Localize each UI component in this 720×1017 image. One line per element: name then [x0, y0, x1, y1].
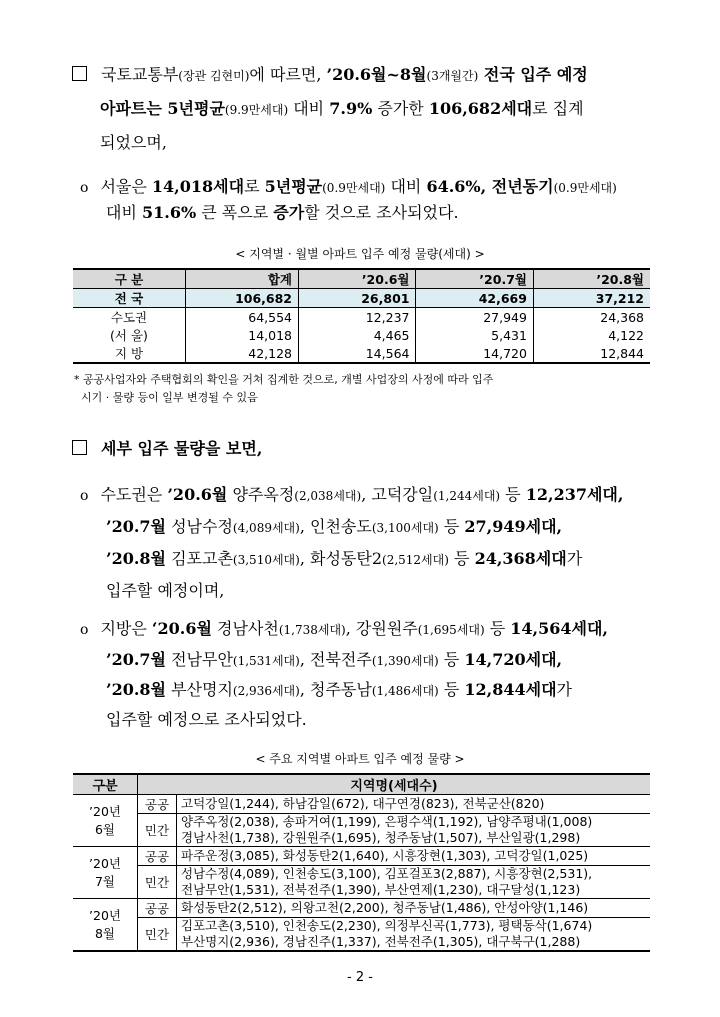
paragraph-summary-line2: 아파트는 5년평균(9.9만세대) 대비 7.9% 증가한 106,682세대로 집계 — [100, 99, 584, 118]
table-cell: 4,465 — [299, 326, 416, 344]
type-cell: 민간 — [138, 918, 177, 952]
paragraph-summary-line3: 되었으며, — [100, 133, 167, 152]
table-cell: 전 국 — [73, 289, 186, 308]
table-cell: 4,122 — [533, 326, 650, 344]
table-row — [73, 866, 650, 899]
paragraph-detail-heading: 세부 입주 물량을 보면, — [72, 432, 262, 466]
table-row — [73, 899, 650, 918]
table-row — [73, 289, 650, 308]
period-cell: ’20년 7월 — [73, 847, 138, 899]
table-header: 합계 — [186, 269, 299, 289]
regional-monthly-table — [73, 268, 650, 364]
table-cell: 42,128 — [186, 344, 299, 363]
table-cell: 지 방 — [73, 344, 186, 363]
page-number: - 2 - — [347, 970, 373, 985]
paragraph-regions-line3: ’20.8월 부산명지(2,936세대), 청주동남(1,486세대) 등 12,844세대가 — [106, 680, 572, 699]
table-cell: 14,720 — [416, 344, 533, 363]
table-cell: 14,018 — [186, 326, 299, 344]
paragraph-seoul: o 서울은 14,018세대로 5년평균(0.9만세대) 대비 64.6%, 전년동기(0.9만세대) — [80, 170, 617, 205]
type-cell: 공공 — [138, 847, 177, 866]
table-header: ’20.7월 — [416, 269, 533, 289]
table-row — [73, 326, 650, 344]
table-cell: 37,212 — [533, 289, 650, 308]
table-row — [73, 344, 650, 363]
major-regions-table — [73, 773, 650, 952]
table-header-row — [73, 774, 650, 795]
table-cell: 14,564 — [299, 344, 416, 363]
type-cell: 민간 — [138, 866, 177, 899]
paragraph-capital-line3: ’20.8월 김포고촌(3,510세대), 화성동탄2(2,512세대) 등 24,368세대가 — [106, 549, 583, 568]
paragraph-regions-line4: 입주할 예정으로 조사되었다. — [106, 710, 307, 729]
paragraph-capital-line4: 입주할 예정이며, — [106, 581, 225, 600]
table-row — [73, 814, 650, 847]
table-row — [73, 918, 650, 952]
table1-footnote: * 공공사업자와 주택협회의 확인을 거쳐 집계한 것으로, 개별 사업장의 사정에 따라 입주 시기 · 물량 등이 일부 변경될 수 있음 — [74, 373, 494, 404]
table-cell: 24,368 — [533, 308, 650, 327]
region-list-cell: 양주옥정(2,038), 송파거여(1,199), 은평수색(1,192), 남양주평내(1,008) 경남사천(1,738), 강원원주(1,695), 청주동남(1,507), 부산일광(1,298) — [177, 814, 651, 847]
paragraph-regions: o 지방은 ‘20.6월 경남사천(1,738세대), 강원원주(1,695세대) 등 14,564세대, — [80, 612, 608, 647]
table-cell: 12,237 — [299, 308, 416, 327]
circle-bullet-icon: o — [80, 488, 89, 504]
paragraph-regions-line2: ’20.7월 전남무안(1,531세대), 전북전주(1,390세대) 등 14,720세대, — [106, 650, 563, 669]
table-cell: 42,669 — [416, 289, 533, 308]
table2-caption: < 주요 지역별 아파트 입주 예정 물량 > — [255, 752, 465, 766]
table-cell: 27,949 — [416, 308, 533, 327]
table-header: 구 분 — [73, 269, 186, 289]
paragraph-summary: 국토교통부(장관 김현미)에 따르면, ’20.6월~8월(3개월간) 전국 입주 예정 — [72, 58, 588, 93]
table-header: ’20.6월 — [299, 269, 416, 289]
checkbox-bullet-icon — [72, 440, 87, 455]
period-cell: ’20년 6월 — [73, 795, 138, 847]
paragraph-capital-line2: ’20.7월 성남수정(4,089세대), 인천송도(3,100세대) 등 27,949세대, — [106, 517, 563, 536]
region-list-cell: 성남수정(4,089), 인천송도(3,100), 김포걸포3(2,887), 시흥장현(2,531), 전남무안(1,531), 전북전주(1,390), 부산연제(1,230), 대구달성(1,123) — [177, 866, 651, 899]
table-header: 지역명(세대수) — [138, 774, 651, 795]
table-row — [73, 795, 650, 814]
region-list-cell: 고덕강일(1,244), 하남감일(672), 대구연경(823), 전북군산(820) — [177, 795, 651, 814]
type-cell: 공공 — [138, 899, 177, 918]
table-row — [73, 847, 650, 866]
circle-bullet-icon: o — [80, 622, 89, 638]
checkbox-bullet-icon — [72, 66, 87, 81]
table-cell: 64,554 — [186, 308, 299, 327]
region-list-cell: 김포고촌(3,510), 인천송도(2,230), 의정부신곡(1,773), 평택동삭(1,674) 부산명지(2,936), 경남진주(1,337), 전북전주(1,305), 대구북구(1,288) — [177, 918, 651, 952]
type-cell: 민간 — [138, 814, 177, 847]
table-header: ’20.8월 — [533, 269, 650, 289]
table-cell: 5,431 — [416, 326, 533, 344]
paragraph-capital: o 수도권은 ’20.6월 양주옥정(2,038세대), 고덕강일(1,244세대) 등 12,237세대, — [80, 478, 623, 513]
circle-bullet-icon: o — [80, 180, 89, 196]
region-list-cell: 파주운정(3,085), 화성동탄2(1,640), 시흥장현(1,303), 고덕강일(1,025) — [177, 847, 651, 866]
table-cell: 26,801 — [299, 289, 416, 308]
type-cell: 공공 — [138, 795, 177, 814]
table-row — [73, 308, 650, 327]
table1-caption: < 지역별 · 월별 아파트 입주 예정 물량(세대) > — [235, 247, 485, 261]
period-cell: ’20년 8월 — [73, 899, 138, 952]
paragraph-seoul-line2: 대비 51.6% 큰 폭으로 증가할 것으로 조사되었다. — [106, 203, 459, 222]
table-cell: (서 울) — [73, 326, 186, 344]
table-cell: 수도권 — [73, 308, 186, 327]
table-cell: 106,682 — [186, 289, 299, 308]
table-header-row — [73, 269, 650, 289]
table-cell: 12,844 — [533, 344, 650, 363]
region-list-cell: 화성동탄2(2,512), 의왕고천(2,200), 청주동남(1,486), 안성아양(1,146) — [177, 899, 651, 918]
table-header: 구분 — [73, 774, 138, 795]
